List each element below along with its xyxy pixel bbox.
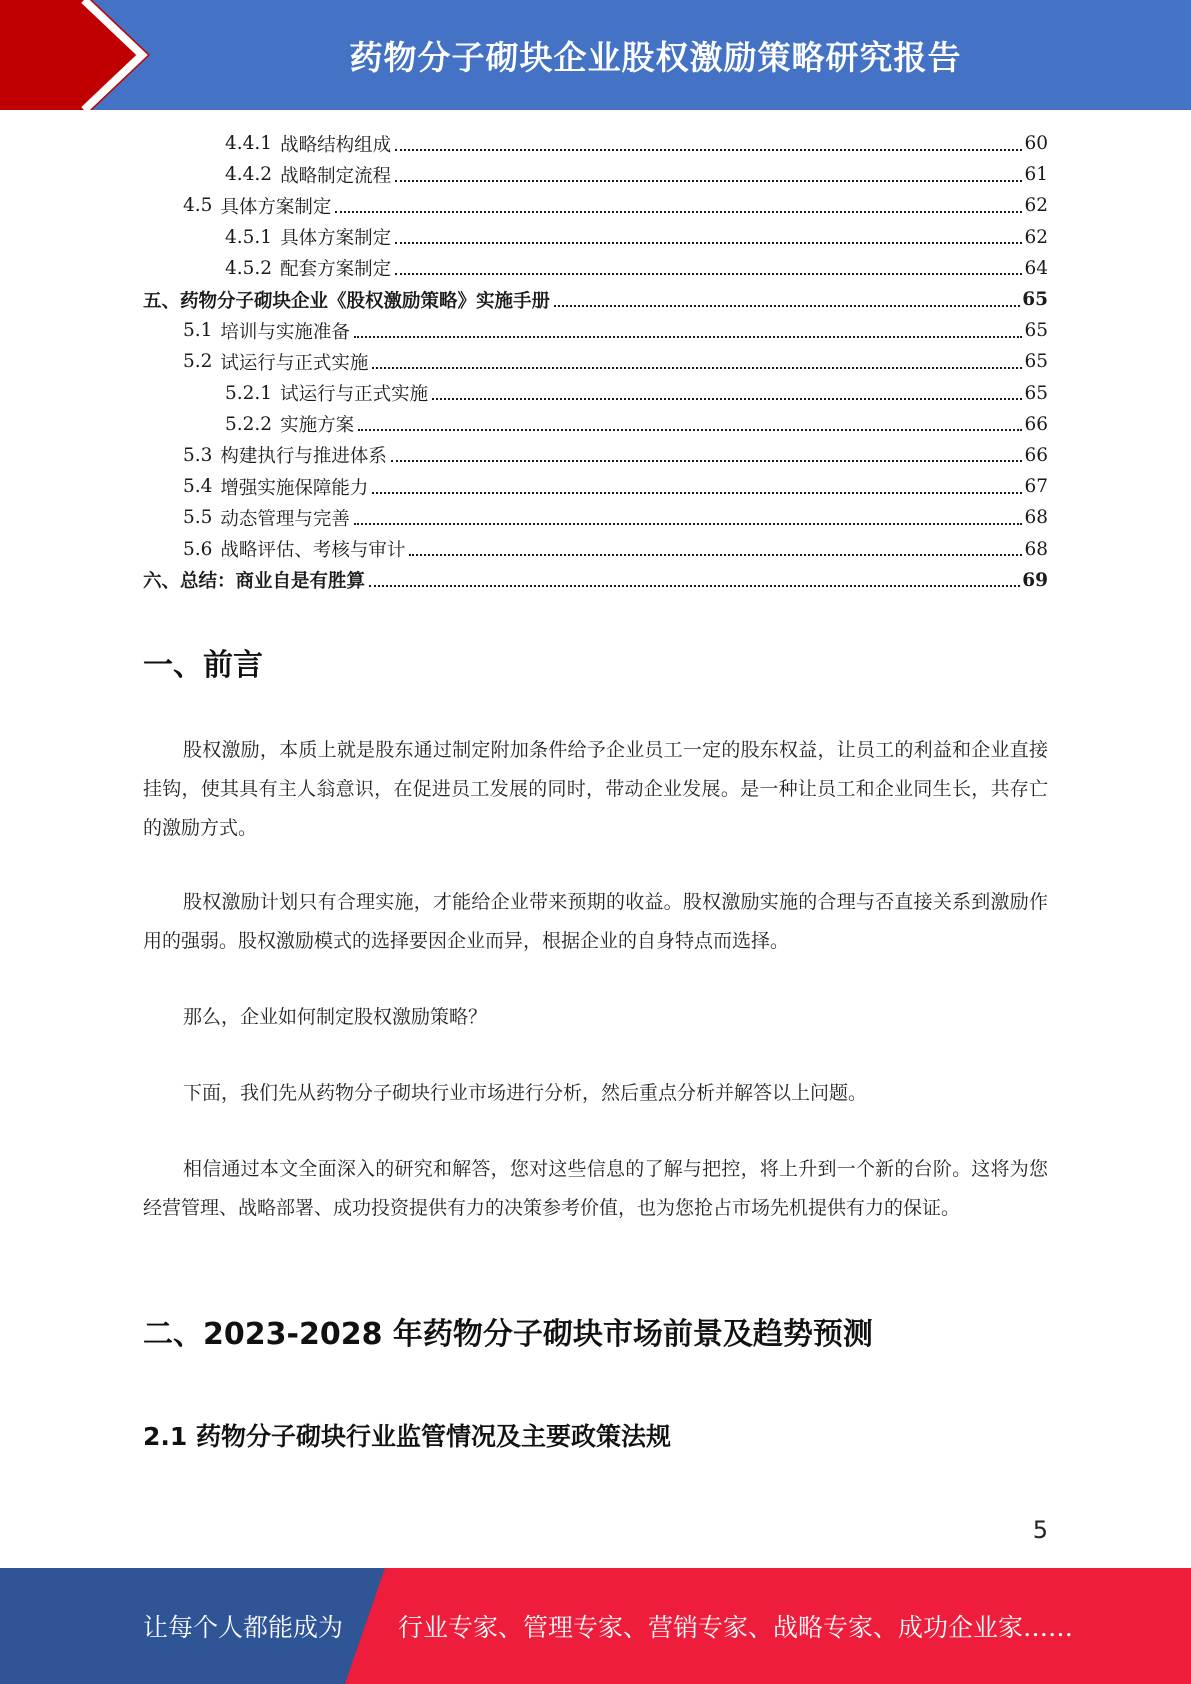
header-chevron-decoration [0, 0, 170, 110]
toc-dot-leader [409, 538, 1022, 556]
toc-entry[interactable] [143, 533, 1048, 564]
toc-entry-number: 5.5 [183, 507, 213, 529]
toc-entry-page: 62 [1024, 226, 1048, 248]
toc-entry-label: 试运行与正式实施 [280, 384, 429, 406]
toc-entry-number: 5.2.1 [225, 382, 273, 404]
toc-entry-label: 六、总结：商业自是有胜算 [143, 571, 366, 593]
toc-entry-page: 65 [1024, 351, 1048, 373]
toc-dot-leader [358, 413, 1022, 431]
toc-entry-page: 65 [1022, 289, 1048, 311]
toc-dot-leader [395, 257, 1022, 275]
toc-entry[interactable] [143, 128, 1048, 159]
toc-entry-number: 4.5 [183, 195, 213, 217]
paragraph: 股权激励计划只有合理实施，才能给企业带来预期的收益。股权激励实施的合理与否直接关系到激励作用的强弱。股权激励模式的选择要因企业而异，根据企业的自身特点而选择。 [143, 891, 1048, 952]
toc-entry-number: 5.2 [183, 351, 213, 373]
subsection-heading: 2.1 药物分子砌块行业监管情况及主要政策法规 [143, 1422, 671, 1451]
toc-entry-page: 65 [1024, 320, 1048, 342]
toc-entry-label: 增强实施保障能力 [220, 477, 369, 499]
toc-entry-page: 64 [1024, 257, 1048, 279]
toc-entry[interactable] [143, 284, 1048, 315]
toc-dot-leader [395, 226, 1022, 244]
toc-entry-page: 65 [1024, 382, 1048, 404]
toc-entry-page: 66 [1024, 413, 1048, 435]
toc-entry-label: 试运行与正式实施 [220, 352, 369, 374]
toc-entry[interactable] [143, 378, 1048, 409]
toc-entry-page: 68 [1024, 507, 1048, 529]
toc-entry-number: 5.4 [183, 476, 213, 498]
toc-entry-number: 4.4.1 [225, 133, 273, 155]
toc-dot-leader [395, 133, 1022, 151]
toc-entry-label: 实施方案 [280, 415, 355, 437]
toc-entry-page: 69 [1022, 569, 1048, 591]
toc-entry-label: 具体方案制定 [280, 228, 392, 250]
page-footer [0, 1568, 1191, 1684]
toc-entry[interactable] [143, 440, 1048, 471]
toc-dot-leader [335, 195, 1022, 213]
toc-entry-label: 具体方案制定 [220, 196, 332, 218]
toc-entry-number: 4.5.1 [225, 226, 273, 248]
paragraph: 相信通过本文全面深入的研究和解答，您对这些信息的了解与把控，将上升到一个新的台阶。这将为您经营管理、战略部署、成功投资提供有力的决策参考价值，也为您抢占市场先机提供有力的保证。 [143, 1158, 1048, 1219]
report-title: 药物分子砌块企业股权激励策略研究报告 [349, 37, 962, 77]
toc-dot-leader [432, 382, 1022, 400]
toc-dot-leader [372, 351, 1022, 369]
toc-entry[interactable] [143, 222, 1048, 253]
section-heading-market-outlook: 二、2023-2028 年药物分子砌块市场前景及趋势预测 [143, 1317, 873, 1352]
toc-dot-leader [354, 507, 1023, 525]
toc-entry-page: 66 [1024, 444, 1048, 466]
toc-entry-page: 61 [1024, 164, 1048, 186]
page-header [0, 0, 1191, 110]
toc-entry-label: 配套方案制定 [280, 259, 392, 281]
toc-dot-leader [554, 289, 1020, 307]
toc-dot-leader [395, 164, 1022, 182]
toc-entry-number: 5.2.2 [225, 413, 273, 435]
toc-entry[interactable] [143, 409, 1048, 440]
toc-entry-page: 62 [1024, 195, 1048, 217]
toc-entry-number: 5.3 [183, 444, 213, 466]
toc-entry[interactable] [143, 190, 1048, 221]
toc-entry[interactable] [143, 159, 1048, 190]
toc-entry[interactable] [143, 471, 1048, 502]
toc-dot-leader [369, 569, 1020, 587]
toc-entry[interactable] [143, 565, 1048, 596]
toc-entry-label: 战略制定流程 [280, 165, 392, 187]
toc-entry-number: 5.6 [183, 538, 213, 560]
toc-entry[interactable] [143, 346, 1048, 377]
toc-entry-label: 五、药物分子砌块企业《股权激励策略》实施手册 [143, 290, 551, 312]
table-of-contents [143, 128, 1048, 596]
footer-slogan-right: 行业专家、管理专家、营销专家、战略专家、成功企业家…… [398, 1613, 1074, 1642]
toc-dot-leader [354, 320, 1023, 338]
toc-entry-label: 战略评估、考核与审计 [220, 540, 406, 562]
toc-entry-label: 动态管理与完善 [220, 508, 350, 530]
toc-entry-label: 战略结构组成 [280, 134, 392, 156]
toc-entry-number: 5.1 [183, 320, 213, 342]
toc-entry-page: 67 [1024, 476, 1048, 498]
toc-entry[interactable] [143, 253, 1048, 284]
paragraph: 股权激励，本质上就是股东通过制定附加条件给予企业员工一定的股东权益，让员工的利益和企业直接挂钩，使其具有主人翁意识，在促进员工发展的同时，带动企业发展。是一种让员工和企业同生长，共存亡的激励方式。 [143, 739, 1048, 839]
toc-entry-label: 培训与实施准备 [220, 321, 350, 343]
footer-slogan-left: 让每个人都能成为 [143, 1613, 344, 1642]
toc-dot-leader [391, 444, 1023, 462]
toc-entry[interactable] [143, 502, 1048, 533]
toc-entry-number: 4.5.2 [225, 257, 273, 279]
toc-entry[interactable] [143, 315, 1048, 346]
section-heading-preface: 一、前言 [143, 648, 263, 683]
toc-dot-leader [372, 476, 1022, 494]
paragraph: 那么，企业如何制定股权激励策略？ [183, 1006, 488, 1028]
toc-entry-label: 构建执行与推进体系 [220, 446, 387, 468]
toc-entry-number: 4.4.2 [225, 164, 273, 186]
paragraph: 下面，我们先从药物分子砌块行业市场进行分析，然后重点分析并解答以上问题。 [183, 1082, 868, 1104]
toc-entry-page: 68 [1024, 538, 1048, 560]
toc-entry-page: 60 [1024, 133, 1048, 155]
page-number: 5 [1032, 1516, 1048, 1544]
